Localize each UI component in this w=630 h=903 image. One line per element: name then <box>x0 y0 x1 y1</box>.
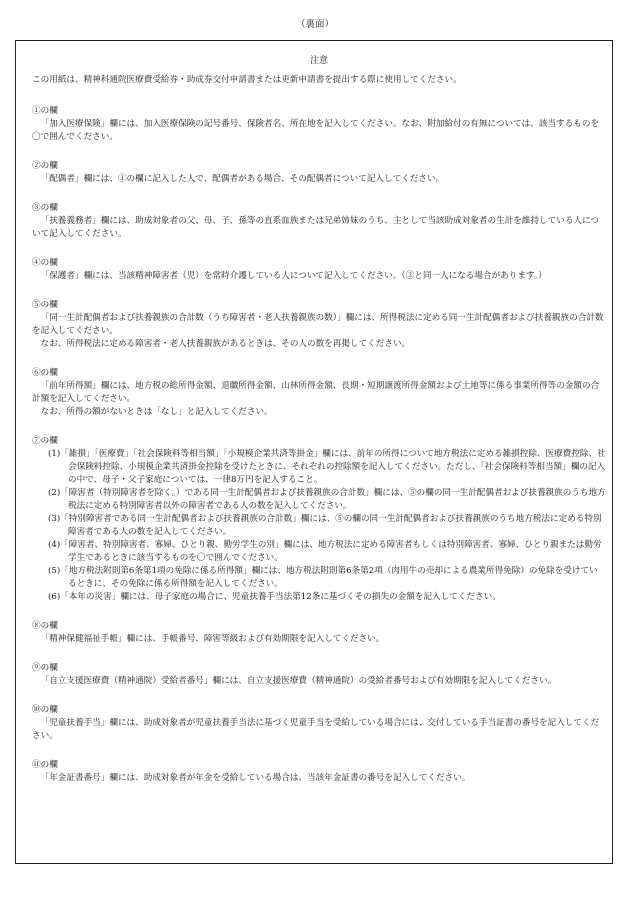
section-paragraph: 「扶養義務者」欄には、助成対象者の父、母、子、孫等の直系血族または兄弟姉妹のうち、主として当該助成対象者の生計を維持している人について記入してください。 <box>32 216 600 239</box>
section-8 <box>32 620 606 646</box>
section-heading: ②の欄 <box>32 161 58 171</box>
section-paragraph: 「年金証書番号」欄には、助成対象者が年金を受給している場合は、当該年金証書の番号を記入してください。 <box>40 773 471 783</box>
section-heading: ⑦の欄 <box>32 436 58 446</box>
section-heading: ⑨の欄 <box>32 663 58 673</box>
notes-title: 注意 <box>309 56 328 66</box>
section-heading: ⑪の欄 <box>32 760 58 770</box>
section-paragraph: 「前年所得額」欄には、地方税の総所得金額、退職所得金額、山林所得金額、長期・短期譲渡所得金額および土地等に係る事業所得等の金額の合計額を記入してください。 <box>32 381 600 404</box>
section-11 <box>32 759 606 785</box>
notes-frame <box>15 40 613 864</box>
section-7-list <box>32 448 606 604</box>
section-10 <box>32 704 606 743</box>
section-4 <box>32 257 606 283</box>
section-heading: ⑧の欄 <box>32 621 58 631</box>
section-paragraph: 「保護者」欄には、当該精神障害者（児）を常時介護している人について記入してください。（③と同一人になる場合があります。） <box>40 271 547 281</box>
section-heading: ④の欄 <box>32 258 58 268</box>
section-paragraph: 「同一生計配偶者および扶養親族の合計数（うち障害者・老人扶養親族の数）」欄には、所得税法に定める同一生計配偶者および扶養親族の合計数を記入してください。 <box>32 313 604 336</box>
section-paragraph: 「加入医療保険」欄には、加入医療保険の記号番号、保険者名、所在地を記入してください。なお、附加給付の有無については、該当するものを〇で囲んでください。 <box>32 119 600 142</box>
section-2 <box>32 160 606 186</box>
section-paragraph: 「児童扶養手当」欄には、助成対象者が児童扶養手当法に基づく児童手当を受給している場合には、交付している手当証書の番号を記入してください。 <box>32 718 600 741</box>
section-heading: ⑥の欄 <box>32 368 58 378</box>
section-paragraph: なお、所得の額がないときは「なし」と記入してください。 <box>40 407 273 417</box>
list-item: (4)「障害者、特別障害者、寡婦、ひとり親、勤労学生の別」欄には、地方税法に定める障害者もしくは特別障害者、寡婦、ひとり親または勤労学生であるときに該当するものを〇で囲んでください。 <box>48 540 602 563</box>
section-heading: ③の欄 <box>32 203 58 213</box>
list-item: (3)「特別障害者である同一生計配偶者および扶養親族の合計数」欄には、⑤の欄の同一生計配偶者および扶養親族のうち地方税法に定める特別障害者である人の数を記入してください。 <box>48 514 602 537</box>
section-paragraph: 「配偶者」欄には、①の欄に記入した人で、配偶者がある場合、その配偶者について記入してください。 <box>40 174 445 184</box>
section-heading: ⑩の欄 <box>32 705 58 715</box>
notes-intro: この用紙は、精神科通院医療費受給券・助成券交付申請書または更新申請書を提出する際に使用してください。 <box>32 75 462 85</box>
page-header: （裏面） <box>295 19 334 30</box>
section-6 <box>32 367 606 419</box>
list-item: (2)「障害者（特別障害者を除く。）である同一生計配偶者および扶養親族の合計数」欄には、⑤の欄の同一生計配偶者および扶養親族のうち地方税法に定める特別障害者以外の障害者である人の数を記入してください。 <box>48 488 606 511</box>
section-heading: ⑤の欄 <box>32 300 58 310</box>
section-paragraph: なお、所得税法に定める障害者・老人扶養親族があるときは、その人の数を再掲してください。 <box>40 339 411 349</box>
list-item: (1)「雑損」「医療費」「社会保険料等相当額」「小規模企業共済等掛金」欄には、前年の所得について地方税法に定める雑損控除、医療費控除、社会保険料控除、小規模企業共済掛金控除を受けたときに、それぞれの控除額を記入してください。ただし、「社会保険料等相当額」欄の記入の中で、母子・父子家庭については、一律8万円を記入すること。 <box>48 449 606 485</box>
section-paragraph: 「精神保健福祉手帳」欄には、手帳番号、障害等級および有効期限を記入してください。 <box>40 634 385 644</box>
section-5 <box>32 299 606 351</box>
section-3 <box>32 202 606 241</box>
section-heading: ①の欄 <box>32 106 58 116</box>
list-item: (6)「本年の災害」欄には、母子家庭の場合に、児童扶養手当法第12条に基づくその損失の金額を記入してください。 <box>48 592 501 602</box>
section-paragraph: 「自立支援医療費（精神通院）受給者番号」欄には、自立支援医療費（精神通院）の受給者番号および有効期限を記入してください。 <box>40 676 557 686</box>
section-1 <box>32 105 606 144</box>
section-7 <box>32 435 606 604</box>
section-9 <box>32 662 606 688</box>
list-item: (5)「地方税法附則第6条第1項の免除に係る所得額」欄には、地方税法附則第6条第2項（肉用牛の売却による農業所得免除）の免除を受けているときに、その免除に係る所得額を記入してください。 <box>48 566 598 589</box>
